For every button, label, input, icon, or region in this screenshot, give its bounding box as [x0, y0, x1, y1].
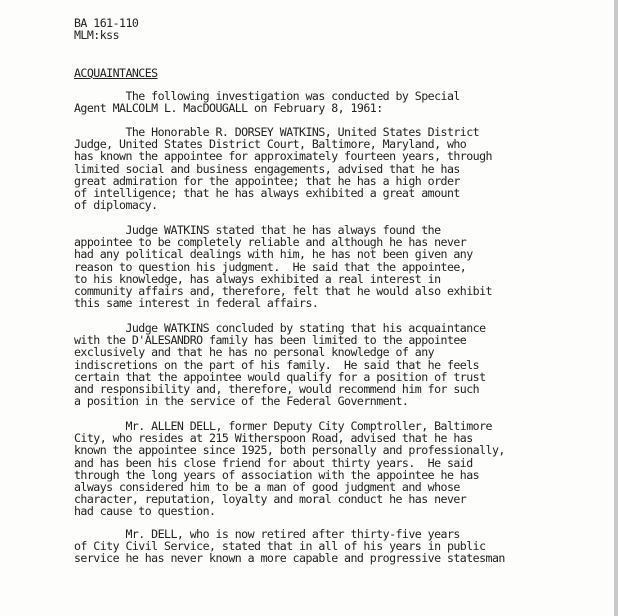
- text-line: Judge, United States District Court, Baltimore, Maryland, who: [74, 137, 467, 152]
- text-line: this same interest in federal affairs.: [74, 296, 319, 311]
- paragraph-watkins-reliability: [74, 224, 614, 309]
- text-line: City, who resides at 215 Witherspoon Road, advised that he has: [74, 431, 473, 446]
- text-line: Mr. ALLEN DELL, former Deputy City Comptroller, Baltimore: [74, 419, 492, 433]
- text-line: The Honorable R. DORSEY WATKINS, United States District: [74, 125, 480, 139]
- paragraph-intro: [74, 90, 614, 114]
- text-line: appointee to be completely reliable and although he has never: [74, 235, 467, 250]
- file-number: BA 161-110: [74, 16, 139, 30]
- paragraph-dell-statement: [74, 420, 614, 518]
- paragraph-watkins-statement: [74, 126, 614, 211]
- text-line: always considered him to be a man of good judgment and whose: [74, 479, 460, 494]
- text-line: had any political dealings with him, he has not been given any: [74, 247, 473, 262]
- text-line: service he has never known a more capable and progressive statesman: [74, 551, 505, 566]
- text-line: Agent MALCOLM L. MacDOUGALL on February 8, 1961:: [74, 101, 383, 116]
- text-line: Mr. DELL, who is now retired after thirty-five years: [74, 527, 460, 541]
- text-line: to his knowledge, has always exhibited a real interest in: [74, 271, 441, 286]
- text-line: a position in the service of the Federal Government.: [74, 394, 409, 409]
- text-line: and responsibility and, therefore, would recommend him for such: [74, 381, 480, 396]
- text-line: through the long years of association with the appointee he has: [74, 467, 480, 482]
- document-header: [74, 17, 138, 41]
- paragraph-watkins-conclusion: [74, 322, 614, 407]
- text-line: had cause to question.: [74, 504, 216, 519]
- text-line: of City Civil Service, stated that in all of his years in public: [74, 539, 486, 554]
- text-line: known the appointee since 1925, both personally and professionally,: [74, 443, 505, 458]
- text-line: limited social and business engagements, advised that he has: [74, 161, 460, 176]
- text-line: The following investigation was conducted by Special: [74, 89, 460, 103]
- text-line: of intelligence; that he has always exhibited a great amount: [74, 185, 460, 200]
- text-line: of diplomacy.: [74, 198, 158, 213]
- page-edge-divider: [614, 0, 618, 616]
- text-line: community affairs and, therefore, felt that he would also exhibit: [74, 283, 492, 298]
- text-line: with the D'ALESANDRO family has been limited to the appointee: [74, 333, 467, 348]
- text-line: and has been his close friend for about thirty years. He said: [74, 455, 473, 470]
- text-line: reason to question his judgment. He said that the appointee,: [74, 259, 467, 274]
- author-initials: MLM:kss: [74, 28, 120, 43]
- text-line: has known the appointee for approximately fourteen years, through: [74, 149, 492, 164]
- text-line: exclusively and that he has no personal knowledge of any: [74, 345, 435, 360]
- text-line: indiscretions on the part of his family. He said that he feels: [74, 357, 480, 372]
- paragraph-dell-retired: [74, 528, 614, 565]
- text-line: Judge WATKINS concluded by stating that his acquaintance: [74, 321, 486, 335]
- text-line: Judge WATKINS stated that he has always found the: [74, 223, 441, 237]
- section-title: ACQUAINTANCES: [74, 66, 158, 80]
- text-line: great admiration for the appointee; that he has a high order: [74, 173, 460, 188]
- text-line: character, reputation, loyalty and moral conduct he has never: [74, 492, 467, 507]
- text-line: certain that the appointee would qualify for a position of trust: [74, 369, 486, 384]
